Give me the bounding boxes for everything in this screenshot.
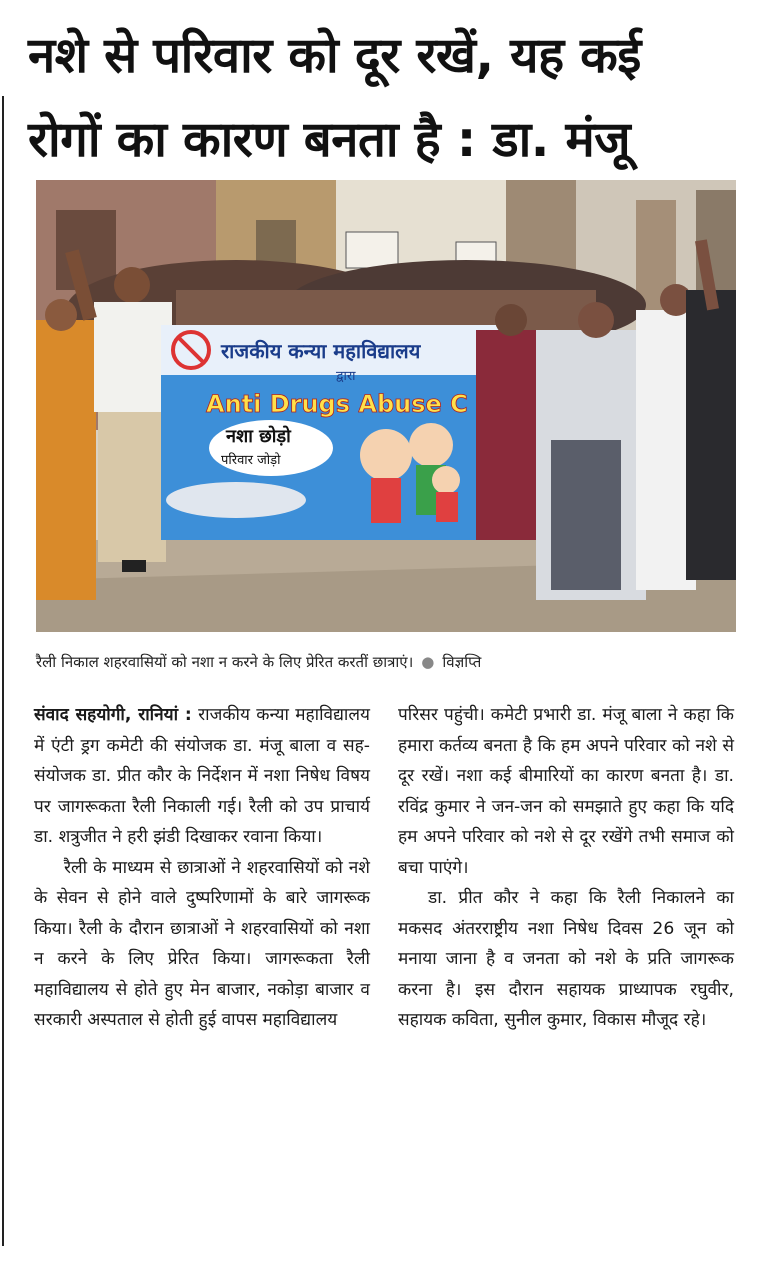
article-paragraph: रैली के माध्यम से छात्राओं ने शहरवासियों को नशे के सेवन से होने वाले दुष्परिणामों के बारे जागरूक किया। रैली के दौरान छात्राओं ने शहरवासियों को नशा न करने के लिए प्रेरित किया। जागरूकता रैली महाविद्यालय से होते हुए मेन बाजार, नकोड़ा बाजार व सरकारी अस्पताल से होती हुई वापस महाविद्यालय xyxy=(34,857,370,1030)
banner-dwara: द्वारा xyxy=(336,369,356,384)
bullet-icon: ● xyxy=(421,653,435,671)
headline-line-2: रोगों का कारण बनता है : डा. मंजू xyxy=(28,111,631,168)
headline-line-1: नशे से परिवार को दूर रखें, यह कई xyxy=(28,27,641,84)
banner-college-name: राजकीय कन्या महाविद्यालय xyxy=(221,339,421,363)
banner-slogan-1: नशा छोड़ो xyxy=(226,426,291,447)
banner-slogan-2: परिवार जोड़ो xyxy=(221,453,281,468)
caption-credit: विज्ञप्ति xyxy=(442,653,482,671)
article-column-right xyxy=(398,700,734,1036)
banner-anti-drugs: Anti Drugs Abuse C xyxy=(206,390,468,418)
photo-caption xyxy=(36,652,736,672)
article-paragraph: परिसर पहुंची। कमेटी प्रभारी डा. मंजू बाला ने कहा कि हमारा कर्तव्य बनता है कि हम अपने परिवार को नशे से दूर रखें। नशा कई बीमारियों का कारण बनता है। डा. रविंद्र कुमार ने जन-जन को समझाते हुए कहा कि यदि हम अपने परिवार को नशे से दूर रखेंगे तभी समाज को बचा पाएंगे। xyxy=(398,705,734,878)
column-rule xyxy=(2,96,4,1246)
caption-text: रैली निकाल शहरवासियों को नशा न करने के लिए प्रेरित करतीं छात्राएं। xyxy=(36,653,414,671)
rally-photo xyxy=(36,180,736,632)
article-dateline: संवाद सहयोगी, रानियां : xyxy=(34,705,192,725)
article-text: राजकीय कन्या महाविद्यालय में एंटी ड्रग कमेटी की संयोजक डा. मंजू बाला व सह-संयोजक डा. प्रीत कौर के निर्देशन में नशा निषेध विषय पर जागरूकता रैली निकाली गई। रैली को उप प्राचार्य डा. शत्रुजीत ने हरी झंडी दिखाकर रवाना किया। xyxy=(34,705,370,847)
article-paragraph xyxy=(34,700,370,853)
article-column-left xyxy=(34,700,370,1036)
article-paragraph: डा. प्रीत कौर ने कहा कि रैली निकालने का मकसद अंतरराष्ट्रीय नशा निषेध दिवस 26 जून को मनाया जाना है व जनता को नशे के प्रति जागरूक करना है। इस दौरान सहायक प्राध्यापक रघुवीर, सहायक कविता, सुनील कुमार, विकास मौजूद रहे। xyxy=(398,888,734,1030)
headline xyxy=(28,14,743,182)
